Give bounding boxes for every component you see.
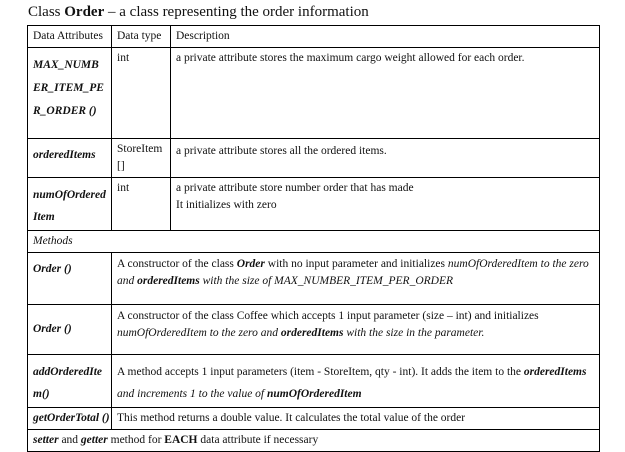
header-data-attributes: Data Attributes bbox=[28, 26, 112, 48]
table-footer-row bbox=[28, 430, 600, 452]
methods-section-row bbox=[28, 231, 600, 253]
table-header-row bbox=[28, 26, 600, 48]
attribute-type: int bbox=[112, 48, 171, 139]
attribute-description: a private attribute stores the maximum cargo weight allowed for each order. bbox=[171, 48, 600, 139]
method-description: A method accepts 1 input parameters (item - StoreItem, qty - int). It adds the item to the orderedItems and increments 1 to the value of numOfOrderedItem bbox=[112, 355, 600, 408]
method-name: getOrderTotal () bbox=[28, 408, 112, 430]
table-row bbox=[28, 48, 600, 139]
attribute-name: orderedItems bbox=[28, 139, 112, 178]
attribute-type: StoreItem [] bbox=[112, 139, 171, 178]
attribute-description bbox=[171, 178, 600, 231]
document-title bbox=[28, 2, 369, 22]
attribute-description: a private attribute stores all the ordered items. bbox=[171, 139, 600, 178]
attribute-name: MAX_NUMBER_ITEM_PER_ORDER () bbox=[28, 48, 112, 139]
methods-label: Methods bbox=[28, 231, 600, 253]
description-line: It initializes with zero bbox=[176, 199, 277, 211]
method-description: A constructor of the class Coffee which accepts 1 input parameter (size – int) and initializes numOfOrderedItem to the zero and orderedItems with the size in the parameter. bbox=[112, 305, 600, 355]
method-description: This method returns a double value. It calculates the total value of the order bbox=[112, 408, 600, 430]
title-prefix: Class bbox=[28, 4, 65, 20]
method-name: addOrderedItem() bbox=[28, 355, 112, 408]
title-class-name: Order bbox=[64, 4, 105, 20]
table-row bbox=[28, 253, 600, 305]
class-spec-table bbox=[27, 25, 600, 452]
header-data-type: Data type bbox=[112, 26, 171, 48]
method-name: Order () bbox=[28, 305, 112, 355]
method-description: A constructor of the class Order with no input parameter and initializes numOfOrderedItem to the zero and orderedItems with the size of MAX_NUMBER_ITEM_PER_ORDER bbox=[112, 253, 600, 305]
table-row bbox=[28, 355, 600, 408]
description-line: a private attribute store number order that has made bbox=[176, 182, 414, 194]
header-description: Description bbox=[171, 26, 600, 48]
table-row bbox=[28, 139, 600, 178]
table-row bbox=[28, 305, 600, 355]
table-row bbox=[28, 178, 600, 231]
attribute-name: numOfOrderedItem bbox=[28, 178, 112, 231]
method-name: Order () bbox=[28, 253, 112, 305]
attribute-type: int bbox=[112, 178, 171, 231]
title-suffix: – a class representing the order information bbox=[104, 4, 369, 20]
footer-note: setter and getter method for EACH data attribute if necessary bbox=[28, 430, 600, 452]
table-row bbox=[28, 408, 600, 430]
